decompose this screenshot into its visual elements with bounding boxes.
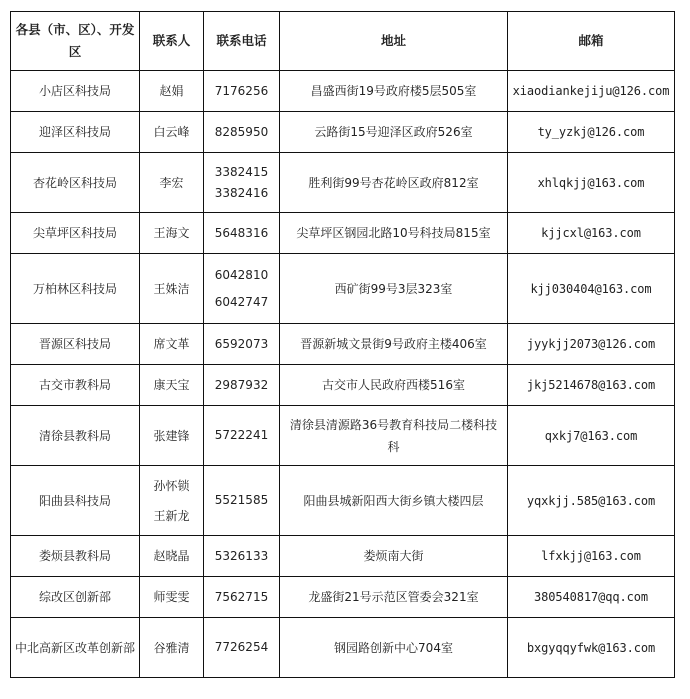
table-row <box>11 254 675 324</box>
address-cell: 昌盛西街19号政府楼5层505室 <box>280 71 508 112</box>
phone-cell <box>204 406 280 466</box>
address-cell: 胜利街99号杏花岭区政府812室 <box>280 153 508 213</box>
phone-number: 2987932 <box>214 377 269 392</box>
phone-cell <box>204 153 280 213</box>
contact-person-cell <box>140 365 204 406</box>
phone-number: 7726254 <box>214 640 269 654</box>
phone-number: 7176256 <box>214 83 269 98</box>
table-row <box>11 577 675 618</box>
phone-number: 7562715 <box>214 589 269 604</box>
header-unit: 各县（市、区）、开发区 <box>11 12 140 71</box>
contact-person: 李宏 <box>159 175 184 190</box>
address-cell: 龙盛街21号示范区管委会321室 <box>280 577 508 618</box>
table-row <box>11 153 675 213</box>
phone-number: 6592073 <box>214 336 269 351</box>
unit-cell: 杏花岭区科技局 <box>11 153 140 213</box>
address-cell: 清徐县清源路36号教育科技局二楼科技科 <box>280 406 508 466</box>
unit-cell: 综改区创新部 <box>11 577 140 618</box>
phone-cell <box>204 254 280 324</box>
email-cell: qxkj7@163.com <box>508 406 675 466</box>
unit-cell: 尖草坪区科技局 <box>11 213 140 254</box>
contact-person-cell <box>140 536 204 577</box>
table-row <box>11 112 675 153</box>
contact-person: 师雯雯 <box>153 590 190 604</box>
unit-cell: 清徐县教科局 <box>11 406 140 466</box>
table-row <box>11 324 675 365</box>
address-cell: 钢园路创新中心704室 <box>280 618 508 678</box>
unit-cell: 万柏林区科技局 <box>11 254 140 324</box>
header-phone: 联系电话 <box>204 12 280 71</box>
contact-person: 张建锋 <box>153 428 190 443</box>
header-address: 地址 <box>280 12 508 71</box>
table-row <box>11 618 675 678</box>
header-email: 邮箱 <box>508 12 675 71</box>
unit-cell: 娄烦县教科局 <box>11 536 140 577</box>
phone-cell <box>204 213 280 254</box>
table-row <box>11 406 675 466</box>
phone-cell <box>204 71 280 112</box>
contact-person-cell <box>140 254 204 324</box>
contact-person-cell <box>140 466 204 536</box>
email-cell: xiaodiankejiju@126.com <box>508 71 675 112</box>
unit-cell: 小店区科技局 <box>11 71 140 112</box>
contact-person-cell <box>140 577 204 618</box>
email-cell: ty_yzkj@126.com <box>508 112 675 153</box>
contact-person: 席文革 <box>153 337 190 351</box>
email-cell: 380540817@qq.com <box>508 577 675 618</box>
phone-number: 5722241 <box>214 428 269 442</box>
email-cell: bxgyqqyfwk@163.com <box>508 618 675 678</box>
phone-number: 6042810 <box>214 267 269 282</box>
contact-person: 王海文 <box>153 226 190 240</box>
contact-person: 孙怀锁 <box>153 478 190 493</box>
email-cell: yqxkjj.585@163.com <box>508 466 675 536</box>
email-cell: jyykjj2073@126.com <box>508 324 675 365</box>
phone-number: 3382416 <box>214 185 269 200</box>
contact-person: 王姝洁 <box>153 281 190 296</box>
unit-cell: 迎泽区科技局 <box>11 112 140 153</box>
header-row <box>11 12 675 71</box>
email-cell: kjjcxl@163.com <box>508 213 675 254</box>
address-cell: 阳曲县城新阳西大街乡镇大楼四层 <box>280 466 508 536</box>
table-row <box>11 536 675 577</box>
address-cell: 西矿街99号3层323室 <box>280 254 508 324</box>
contact-person: 赵娟 <box>159 84 184 98</box>
phone-number: 5521585 <box>214 493 269 507</box>
table-row <box>11 71 675 112</box>
unit-cell: 中北高新区改革创新部 <box>11 618 140 678</box>
phone-cell <box>204 324 280 365</box>
phone-cell <box>204 365 280 406</box>
table-row <box>11 365 675 406</box>
phone-cell <box>204 466 280 536</box>
contact-person-cell <box>140 406 204 466</box>
phone-number: 5648316 <box>214 225 269 240</box>
address-cell: 尖草坪区钢园北路10号科技局815室 <box>280 213 508 254</box>
email-cell: xhlqkjj@163.com <box>508 153 675 213</box>
contact-person: 赵晓晶 <box>153 549 190 563</box>
phone-number: 8285950 <box>214 124 269 139</box>
contact-person-cell <box>140 618 204 678</box>
email-cell: lfxkjj@163.com <box>508 536 675 577</box>
contact-person: 康天宝 <box>153 378 190 392</box>
phone-cell <box>204 536 280 577</box>
unit-cell: 晋源区科技局 <box>11 324 140 365</box>
contacts-table <box>10 11 675 678</box>
phone-number: 5326133 <box>214 548 269 563</box>
email-cell: kjj030404@163.com <box>508 254 675 324</box>
contact-person: 王新龙 <box>153 508 190 523</box>
header-contact-person: 联系人 <box>140 12 204 71</box>
contact-person-cell <box>140 324 204 365</box>
contact-person-cell <box>140 153 204 213</box>
phone-cell <box>204 577 280 618</box>
table-row <box>11 213 675 254</box>
unit-cell: 阳曲县科技局 <box>11 466 140 536</box>
table-row <box>11 466 675 536</box>
address-cell: 晋源新城文景街9号政府主楼406室 <box>280 324 508 365</box>
unit-cell: 古交市教科局 <box>11 365 140 406</box>
contact-person: 谷雅清 <box>153 640 190 655</box>
phone-number: 6042747 <box>214 294 269 309</box>
phone-cell <box>204 112 280 153</box>
email-cell: jkj5214678@163.com <box>508 365 675 406</box>
address-cell: 云路街15号迎泽区政府526室 <box>280 112 508 153</box>
address-cell: 娄烦南大街 <box>280 536 508 577</box>
address-cell: 古交市人民政府西楼516室 <box>280 365 508 406</box>
contact-person: 白云峰 <box>153 125 190 139</box>
contact-person-cell <box>140 213 204 254</box>
phone-number: 3382415 <box>214 164 269 179</box>
phone-cell <box>204 618 280 678</box>
contact-person-cell <box>140 112 204 153</box>
contact-person-cell <box>140 71 204 112</box>
